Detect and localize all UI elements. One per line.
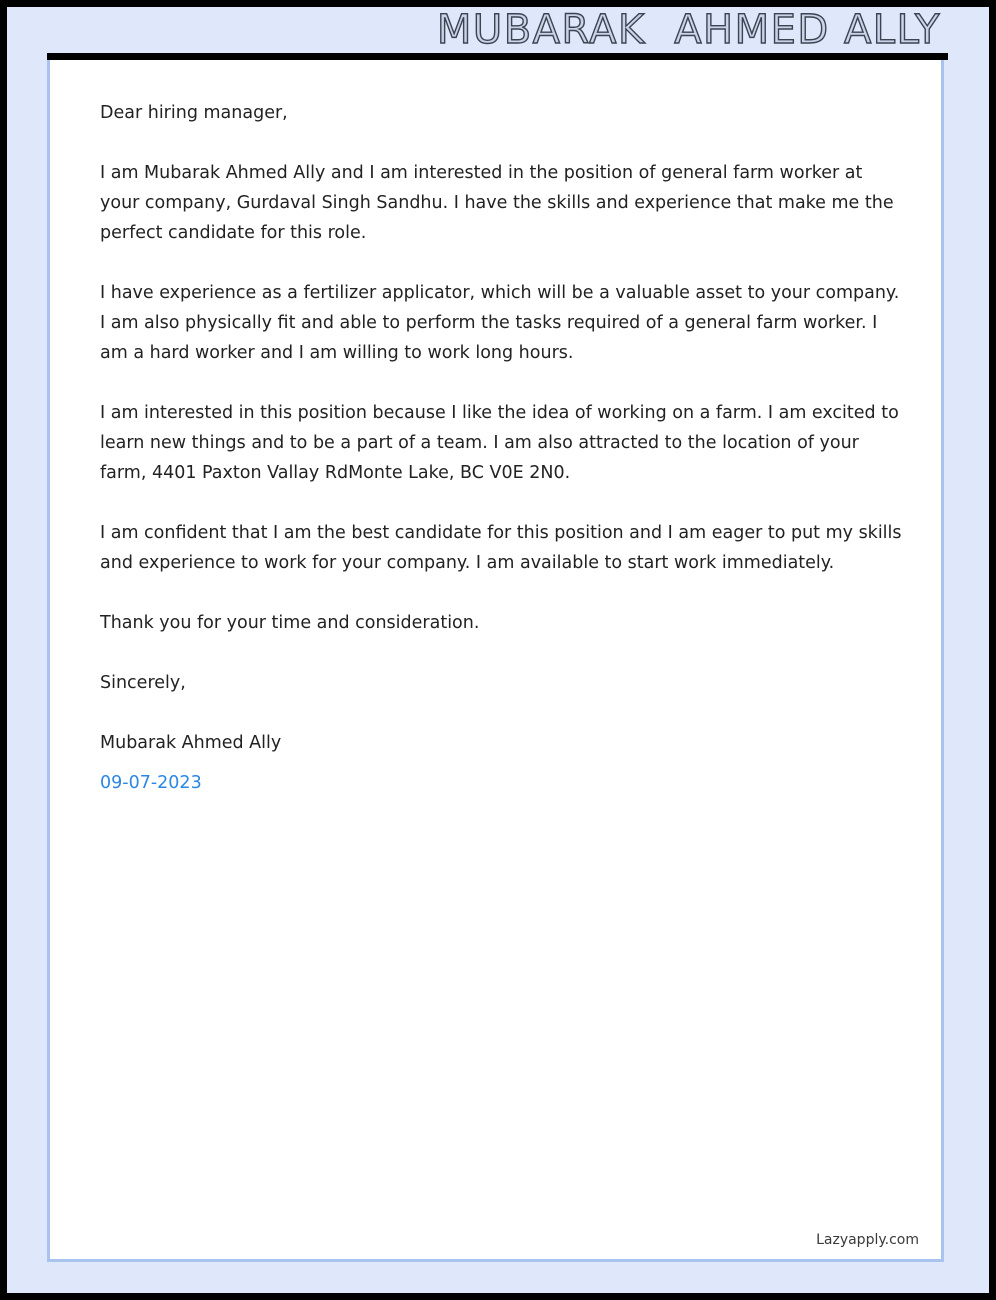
- body-paragraph: I am interested in this position because I like the idea of working on a farm. I am excited to learn new things and to be a part of a team. I am also attracted to the location of your farm, 4401 Paxton Vallay RdMonte Lake, BC V0E 2N0.: [100, 403, 899, 483]
- body-paragraph: Thank you for your time and consideration.: [100, 613, 480, 633]
- letter-card: [47, 60, 944, 1262]
- body-paragraph: I have experience as a fertilizer applicator, which will be a valuable asset to your company. I am also physically fit and able to perform the tasks required of a general farm worker. I am a hard worker and I am willing to work long hours.: [100, 283, 900, 363]
- closing-line: Sincerely,: [100, 673, 186, 693]
- page-title: MUBARAK AHMED ALLY: [436, 7, 941, 53]
- signature-date: 09-07-2023: [100, 773, 202, 793]
- footer-watermark: Lazyapply.com: [816, 1232, 919, 1248]
- letterhead-divider-rule: [47, 53, 948, 60]
- body-paragraph: I am confident that I am the best candidate for this position and I am eager to put my skills and experience to work for your company. I am available to start work immediately.: [100, 523, 902, 573]
- letterhead-band: [7, 7, 989, 53]
- body-paragraph: I am Mubarak Ahmed Ally and I am interested in the position of general farm worker at your company, Gurdaval Singh Sandhu. I have the skills and experience that make me the perfect candidate for this role.: [100, 163, 894, 243]
- letter-body: [100, 98, 905, 798]
- salutation: Dear hiring manager,: [100, 103, 288, 123]
- signature-name: Mubarak Ahmed Ally: [100, 733, 282, 753]
